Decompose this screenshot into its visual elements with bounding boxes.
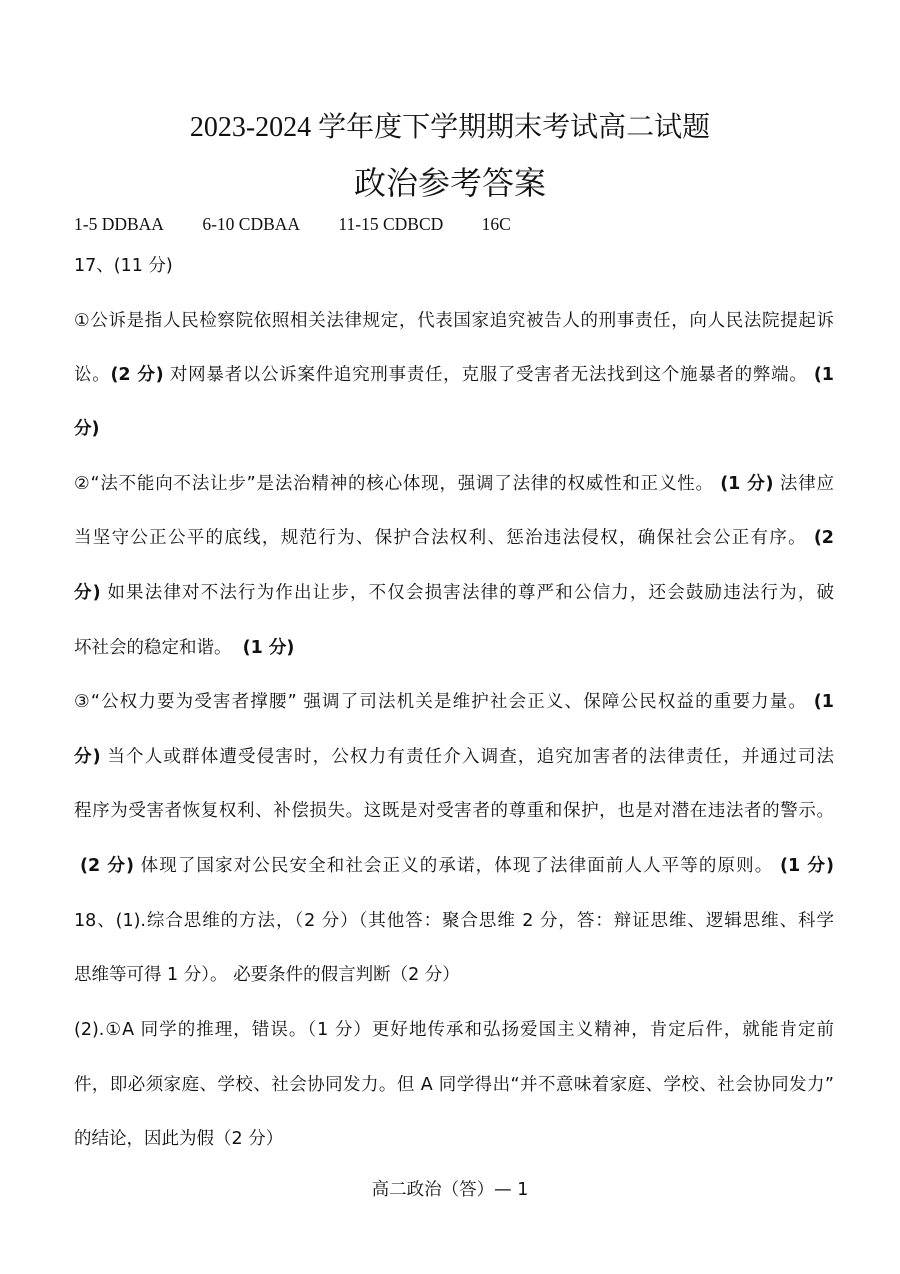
- score: (1 分): [720, 474, 774, 494]
- score: (1 分): [780, 856, 834, 876]
- q18-line2: 思维等可得 1 分）。 必要条件的假言判断（2 分）: [74, 965, 460, 985]
- page-title: 2023-2024 学年度下学期期末考试高二试题: [189, 112, 711, 143]
- answers-1-5: 1-5 DDBAA: [74, 214, 164, 234]
- score: (1 分): [242, 638, 295, 658]
- q18-line1: 18、(1).综合思维的方法，（2 分）（其他答：聚合思维 2 分，答：辩证思维、逻辑思维、科学: [74, 911, 834, 931]
- q17-heading: 17、(11 分): [74, 256, 173, 276]
- score: (2: [813, 528, 834, 548]
- q17-point1-line2: [74, 363, 834, 387]
- answers-11-15: 11-15 CDBCD: [338, 214, 444, 234]
- text: 当个人或群体遭受侵害时，公权力有责任介入调查，追究加害者的法律责任，并通过司法: [100, 747, 835, 767]
- q17-point1-line3: 分): [74, 419, 100, 439]
- q17-point3-line1: [74, 690, 834, 714]
- text: 坏社会的稳定和谐。: [74, 638, 232, 658]
- score: 分): [74, 583, 101, 603]
- answers-16: 16C: [481, 214, 511, 234]
- q17-point2-line2: [74, 526, 834, 550]
- text: 如果法律对不法行为作出让步，不仅会损害法律的尊严和公信力，还会鼓励违法行为，破: [100, 583, 835, 603]
- text: ②“法不能向不法让步”是法治精神的核心体现，强调了法律的权威性和正义性。: [74, 474, 714, 494]
- q17-point2-line3: [74, 581, 834, 605]
- q17-point3-line2: [74, 745, 834, 769]
- page-footer: 高二政治（答）— 1: [371, 1180, 529, 1200]
- text: ③“公权力要为受害者撑腰” 强调了司法机关是维护社会正义、保障公民权益的重要力量。: [74, 692, 808, 712]
- text: 当坚守公正公平的底线，规范行为、保护合法权利、惩治违法侵权，确保社会公正有序。: [74, 528, 807, 548]
- text: 体现了国家对公民安全和社会正义的承诺，体现了法律面前人人平等的原则。: [133, 856, 774, 876]
- q18-line5: 的结论，因此为假（2 分）: [74, 1129, 284, 1149]
- q17-point2-line1: [74, 472, 834, 496]
- q17-point2-line4: [74, 636, 834, 660]
- q17-point1-line1: ①公诉是指人民检察院依照相关法律规定，代表国家追究被告人的刑事责任，向人民法院提起诉: [74, 311, 834, 331]
- answers-6-10: 6-10 CDBAA: [202, 214, 301, 234]
- score: 分): [74, 747, 101, 767]
- score: (1: [813, 365, 834, 385]
- text: 法律应: [773, 474, 834, 494]
- text: 讼。: [74, 365, 111, 385]
- multiple-choice-answers: [74, 212, 834, 236]
- score: (2 分): [110, 365, 164, 385]
- q18-line4: 件，即必须家庭、学校、社会协同发力。但 A 同学得出“并不意味着家庭、学校、社会协同发力”: [74, 1075, 834, 1095]
- q17-point3-line3: 程序为受害者恢复权利、补偿损失。这既是对受害者的尊重和保护，也是对潜在违法者的警示。: [74, 801, 834, 821]
- score: (1: [813, 692, 834, 712]
- text: 对网暴者以公诉案件追究刑事责任，克服了受害者无法找到这个施暴者的弊端。: [163, 365, 808, 385]
- page-subtitle: 政治参考答案: [353, 164, 546, 202]
- q17-point3-line4: [80, 854, 834, 878]
- q18-line3: (2).①A 同学的推理，错误。（1 分）更好地传承和弘扬爱国主义精神，肯定后件，就能肯定前: [74, 1020, 834, 1040]
- score: (2 分): [80, 856, 134, 876]
